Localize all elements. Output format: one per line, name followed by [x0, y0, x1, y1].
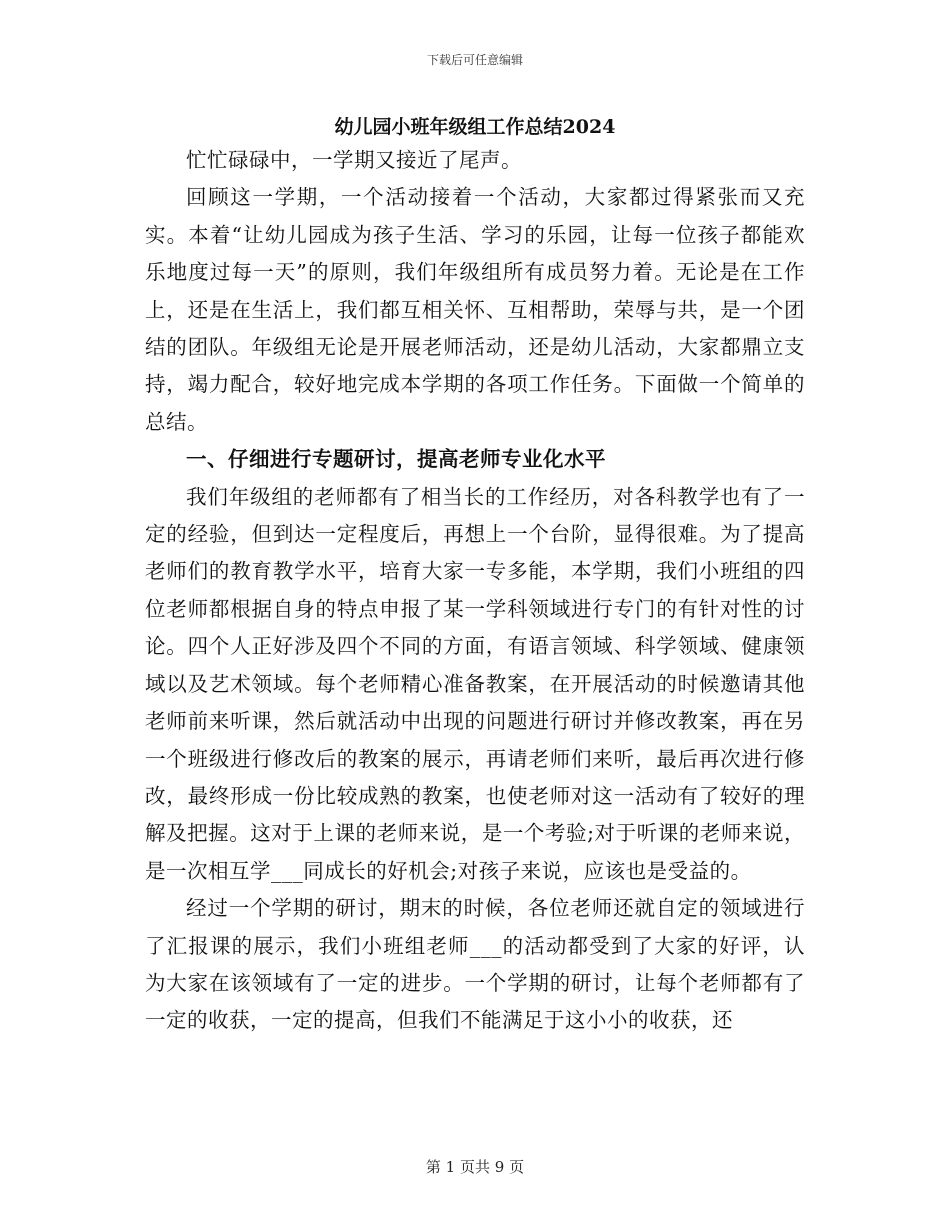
paragraph-intro: 忙忙碌碌中，一学期又接近了尾声。	[186, 148, 522, 172]
section-heading-1: 一、仔细进行专题研讨，提高老师专业化水平	[186, 447, 606, 472]
paragraph-research: 我们年级组的老师都有了相当长的工作经历，对各科教学也有了一定的经验，但到达一定程度后，再想上一个台阶，显得很难。为了提高老师们的教育教学水平，培育大家一专多能，本学期，我们小班组的四位老师都根据自身的特点申报了某一学科领域进行专门的有针对性的讨论。四个人正好涉及四个不同的方面，有语言领域、科学领域、健康领域以及艺术领域。每个老师精心准备教案，在开展活动的时候邀请其他老师前来听课，然后就活动中出现的问题进行研讨并修改教案，再在另一个班级进行修改后的教案的展示，再请老师们来听，最后再次进行修改，最终形成一份比较成熟的教案，也使老师对这一活动有了较好的理解及把握。这对于上课的老师来说，是一个考验;对于听课的老师来说，是一次相互学___同成长的好机会;对孩子来说，应该也是受益的。	[145, 484, 805, 883]
paragraph-outcome: 经过一个学期的研讨，期末的时候，各位老师还就自定的领域进行了汇报课的展示，我们小班组老师___的活动都受到了大家的好评，认为大家在该领域有了一定的进步。一个学期的研讨，让每个老师都有了一定的收获，一定的提高，但我们不能满足于这小小的收获，还	[145, 896, 805, 1033]
paragraph-review: 回顾这一学期，一个活动接着一个活动，大家都过得紧张而又充实。本着“让幼儿园成为孩子生活、学习的乐园，让每一位孩子都能欢乐地度过每一天”的原则，我们年级组所有成员努力着。无论是在工作上，还是在生活上，我们都互相关怀、互相帮助，荣辱与共，是一个团结的团队。年级组无论是开展老师活动，还是幼儿活动，大家都鼎立支持，竭力配合，较好地完成本学期的各项工作任务。下面做一个简单的总结。	[145, 185, 805, 434]
document-body	[145, 112, 805, 1040]
document-title: 幼儿园小班年级组工作总结2024	[334, 116, 616, 138]
page-header-note: 下载后可任意编辑	[426, 53, 523, 67]
page-number: 第 1 页共 9 页	[425, 1158, 525, 1176]
